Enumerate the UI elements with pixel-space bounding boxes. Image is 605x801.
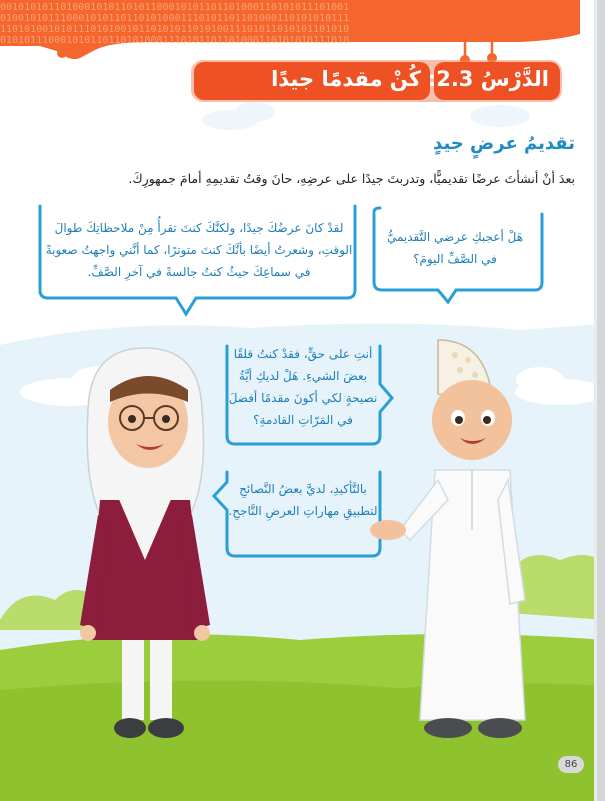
- section-heading: تقديمُ عرضٍ جيدٍ: [433, 133, 575, 154]
- girl-character: [70, 340, 220, 750]
- intro-paragraph: بعدَ أنْ أنشأتَ عرضًا تقديميًّا، وتدربتَ جيدًا على عرضِهِ، حانَ وقتُ تقديمِهِ أمامَ جمهورِكَ.: [128, 171, 575, 186]
- lesson-title: كُنْ مقدمًا جيدًا: [271, 67, 421, 91]
- binary-pattern: 0010101011010001010110101100010101101101000110101011101001 0100101011100010101101101010001110101101101000110101010111 1101010010101110101001011010101101010011101011010101101010 0101011100010101101101010001110101101101000110101010111010: [0, 2, 350, 46]
- speech-bubble-2-text: لقدْ كانَ عرضُكَ جيدًا، ولكنَّكَ كنتَ تقرأُ مِنْ ملاحظاتِكَ طوالَ الوقتِ، وشعرتُ أيضًا بأنَّكَ كنتَ متوترًا، كما أنَّني واجهتُ صعوبةً في سماعِكَ حيثُ كنتُ جالسةً في آخرِ الصَّفِّ.: [45, 221, 353, 279]
- lesson-number-label: الدَّرْسُ 2.3:: [427, 67, 549, 91]
- speech-bubble-4-text: بالتَّأكيدِ، لديَّ بعضُ النَّصائحِ لتطبيقِ مهاراتِ العرضِ النَّاجحِ.: [228, 482, 378, 518]
- speech-bubble-1-text: هَلْ أعجبكِ عرضي التَّقديميُّ في الصَّفِّ اليومَ؟: [386, 230, 524, 266]
- boy-character: [360, 330, 530, 755]
- page-number: 86: [558, 756, 584, 773]
- speech-bubble-3-text: أنتِ على حقٍّ، فقدْ كنتُ قلقًا بعضَ الشيءِ. هَلْ لديكِ أيَّةُ نصيحةٍ لكي أكونَ مقدمًا أفضلَ في المَرّاتِ القادمةِ؟: [228, 347, 378, 427]
